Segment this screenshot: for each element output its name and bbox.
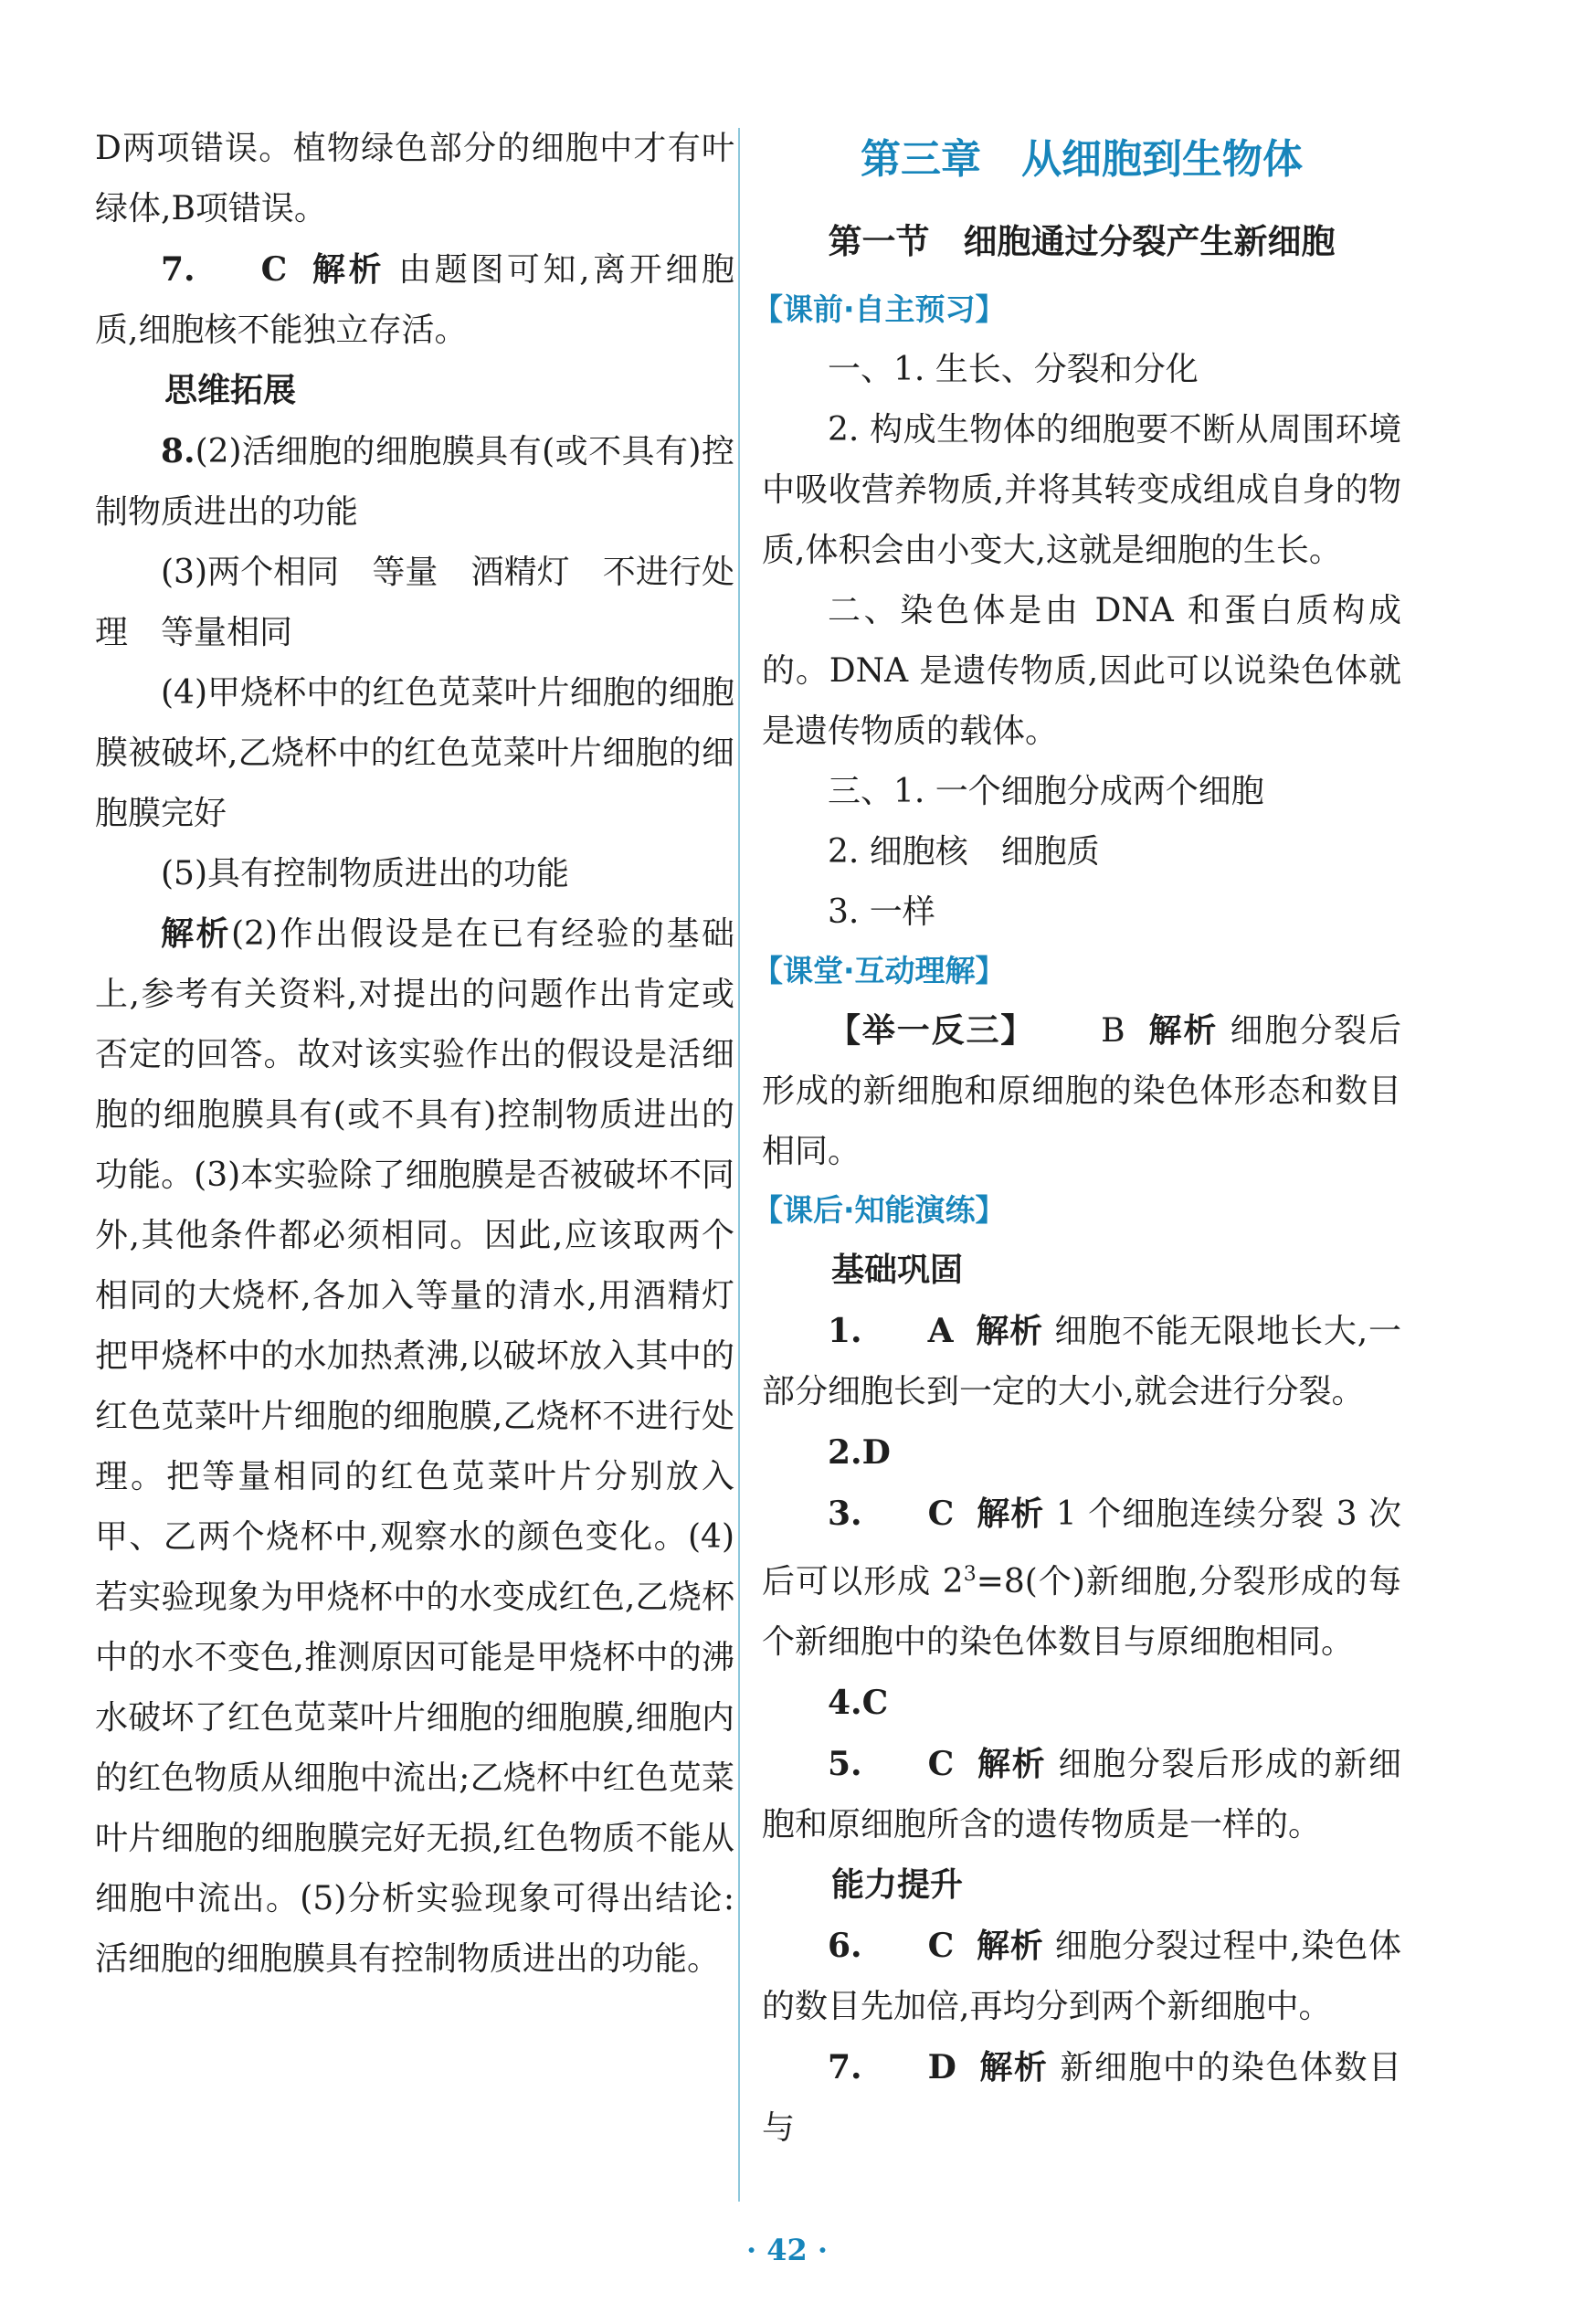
section-heading-ketang: 【课堂·互动理解】 <box>753 953 1006 988</box>
a3-explanation-a: 1 个细胞连续分裂 3 次后可以形成 2 <box>762 1495 1401 1600</box>
a2-number: 2. <box>828 1433 862 1472</box>
a7-jiexi-label: 解析 <box>977 2049 1049 2086</box>
answer-7-right <box>762 2037 1401 2159</box>
a5-jiexi-label: 解析 <box>976 1746 1047 1783</box>
a7-answer: D <box>927 2048 956 2086</box>
a3-number: 3. <box>828 1495 862 1533</box>
jyfs-jiexi-label: 解析 <box>1146 1012 1219 1050</box>
preview-1-2: 2. 构成生物体的细胞要不断从周围环境中吸收营养物质,并将其转变成组成自身的物质,体积会由小变大,这就是细胞的生长。 <box>762 411 1401 569</box>
a3-answer: C <box>927 1495 955 1533</box>
page-number: · 42 · <box>745 2233 829 2267</box>
answer-8-part2 <box>95 421 734 543</box>
column-divider <box>738 128 740 2202</box>
q7-explanation: 由题图可知,离开细胞质,细胞核不能独立存活。 <box>95 251 734 349</box>
answer-2 <box>762 1422 1401 1484</box>
a3-jiexi-label: 解析 <box>976 1495 1045 1533</box>
jyfs-label: 【举一反三】 <box>828 1012 1036 1050</box>
answer-8-part3: (3)两个相同 等量 酒精灯 不进行处理 等量相同 <box>95 554 734 651</box>
answer-6-continuation: D两项错误。植物绿色部分的细胞中才有叶绿体,B项错误。 <box>95 130 734 227</box>
a2-answer: D <box>861 1433 891 1472</box>
a7-number: 7. <box>828 2048 862 2086</box>
preview-1-1: 一、1. 生长、分裂和分化 <box>828 351 1199 388</box>
answer-7 <box>95 239 734 361</box>
q8-explanation-text: (2)作出假设是在已有经验的基础上,参考有关资料,对提出的问题作出肯定或否定的回答。故对该实验作出的假设是活细胞的细胞膜具有(或不具有)控制物质进出的功能。(3)本实验除了细胞膜是否被破坏不同外,其他条件都必须相同。因此,应该取两个相同的大烧杯,各加入等量的清水,用酒精灯把甲烧杯中的水加热煮沸,以破坏放入其中的红色苋菜叶片细胞的细胞膜,乙烧杯不进行处理。把等量相同的红色苋菜叶片分别放入甲、乙两个烧杯中,观察水的颜色变化。(4)若实验现象为甲烧杯中的水变成红色,乙烧杯中的水不变色,推测原因可能是甲烧杯中的沸水破坏了红色苋菜叶片细胞的细胞膜,细胞内的红色物质从细胞中流出;乙烧杯中红色苋菜叶片细胞的细胞膜完好无损,红色物质不能从细胞中流出。(5)分析实验现象可得出结论:活细胞的细胞膜具有控制物质进出的功能。 <box>95 915 734 1978</box>
preview-3-3: 3. 一样 <box>828 893 935 931</box>
q7-number: 7. <box>161 250 195 289</box>
right-column <box>753 119 1401 2159</box>
heading-siwei-tuozhan: 思维拓展 <box>164 372 297 409</box>
answer-8-part4: (4)甲烧杯中的红色苋菜叶片细胞的细胞膜被破坏,乙烧杯中的红色苋菜叶片细胞的细胞膜完好 <box>95 674 734 832</box>
answer-4 <box>762 1673 1401 1734</box>
a6-number: 6. <box>828 1927 862 1965</box>
q8-jiexi-label: 解析 <box>161 915 231 953</box>
answer-1 <box>762 1301 1401 1422</box>
a1-answer: A <box>927 1312 954 1350</box>
left-column <box>95 119 734 1990</box>
heading-nengli-tisheng: 能力提升 <box>831 1866 964 1904</box>
section-title: 第一节 细胞通过分裂产生新细胞 <box>828 222 1336 261</box>
a6-explanation: 细胞分裂过程中,染色体的数目先加倍,再均分到两个新细胞中。 <box>762 1928 1401 2025</box>
preview-2: 二、染色体是由 DNA 和蛋白质构成的。DNA 是遗传物质,因此可以说染色体就是遗传物质的载体。 <box>762 592 1401 750</box>
q7-jiexi-label: 解析 <box>309 251 386 289</box>
jyfs-explanation: 细胞分裂后形成的新细胞和原细胞的染色体形态和数目相同。 <box>762 1012 1401 1170</box>
heading-jichu-gonggu: 基础巩固 <box>831 1252 964 1289</box>
a7-explanation: 新细胞中的染色体数目与 <box>762 2049 1401 2147</box>
section-heading-kexian: 【课前·自主预习】 <box>753 291 1006 327</box>
a1-number: 1. <box>828 1312 862 1350</box>
q8-number: 8. <box>161 432 195 470</box>
a6-answer: C <box>927 1927 955 1965</box>
q7-answer: C <box>260 250 288 289</box>
jyfs-choice: B <box>1101 1012 1125 1050</box>
a5-number: 5. <box>828 1745 862 1783</box>
answer-5 <box>762 1734 1401 1855</box>
answer-8-explanation <box>95 904 734 1990</box>
a6-jiexi-label: 解析 <box>976 1928 1044 1965</box>
section-heading-kehou: 【课后·知能演练】 <box>753 1192 1006 1228</box>
a1-jiexi-label: 解析 <box>975 1313 1044 1350</box>
preview-3-2: 2. 细胞核 细胞质 <box>828 833 1100 871</box>
a4-number: 4. <box>828 1684 862 1722</box>
a4-answer: C <box>861 1684 889 1722</box>
answer-3 <box>762 1484 1401 1673</box>
preview-3-1: 三、1. 一个细胞分成两个细胞 <box>828 773 1264 810</box>
answer-8-part5: (5)具有控制物质进出的功能 <box>161 855 569 893</box>
a5-explanation: 细胞分裂后形成的新细胞和原细胞所含的遗传物质是一样的。 <box>762 1746 1401 1843</box>
a3-exponent: 3 <box>963 1563 977 1586</box>
a5-answer: C <box>927 1745 955 1783</box>
chapter-title: 第三章 从细胞到生物体 <box>861 136 1303 183</box>
answer-6 <box>762 1916 1401 2037</box>
q8-part2-text: (2)活细胞的细胞膜具有(或不具有)控制物质进出的功能 <box>95 433 734 531</box>
a1-explanation: 细胞不能无限地长大,一部分细胞长到一定的大小,就会进行分裂。 <box>762 1313 1401 1410</box>
a3-explanation-b: =8(个)新细胞,分裂形成的每个新细胞中的染色体数目与原细胞相同。 <box>762 1563 1401 1661</box>
jyfs-answer <box>762 1001 1401 1182</box>
